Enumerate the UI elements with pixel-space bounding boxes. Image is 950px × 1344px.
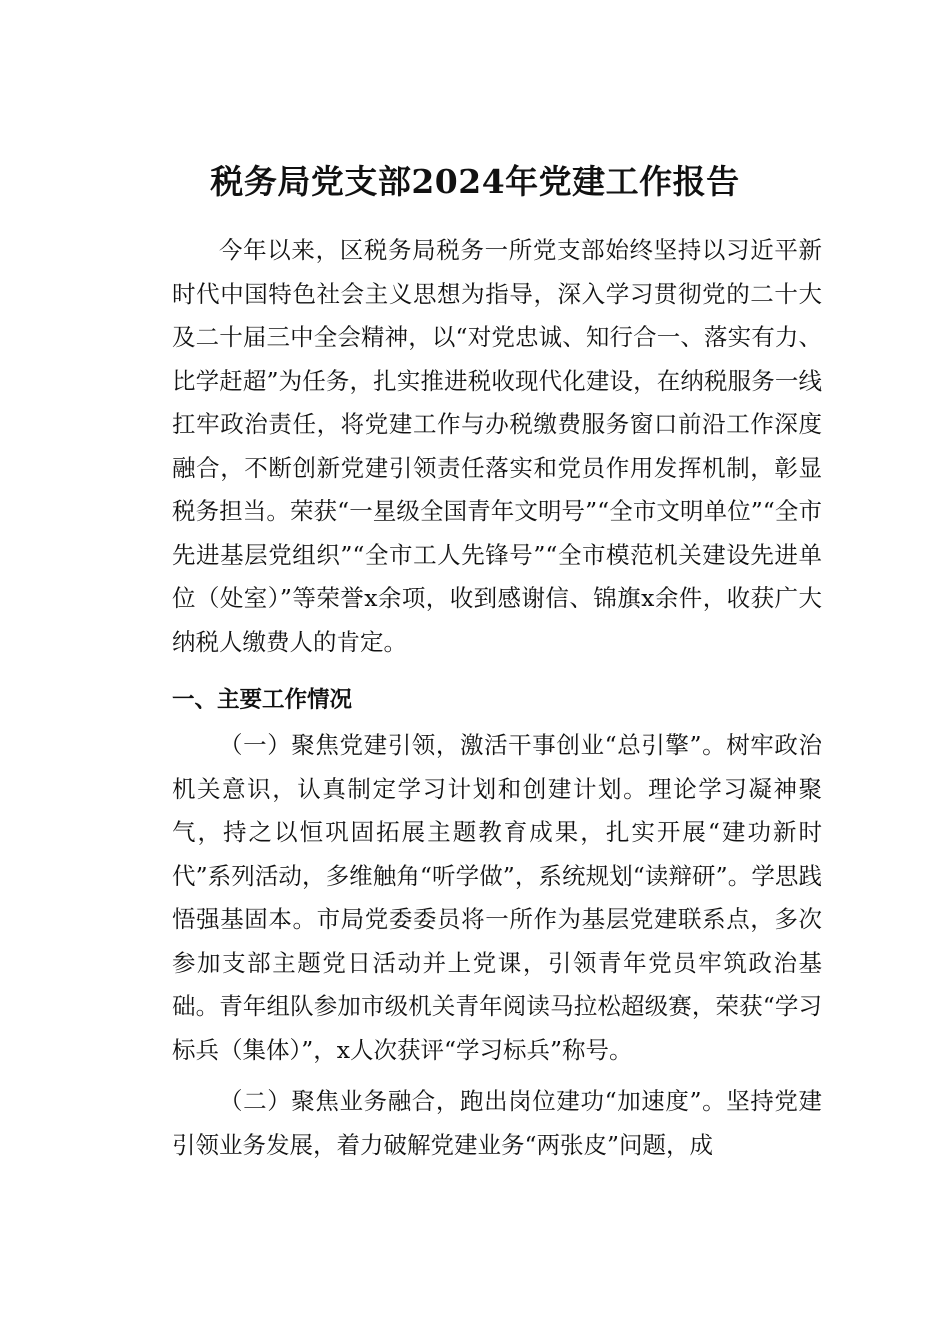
item2-title: （二）聚焦业务融合，跑出岗位建功“加速度”。 (219, 1087, 727, 1115)
section-heading-main-work: 一、主要工作情况 (172, 687, 353, 713)
item2-paragraph (172, 1080, 822, 1167)
item2-body: 坚持党建引领业务发展，着力破解党建业务“两张皮”问题，成 (172, 1087, 822, 1159)
intro-paragraph: 今年以来，区税务局税务一所党支部始终坚持以习近平新时代中国特色社会主义思想为指导，深入学习贯彻党的二十大及二十届三中全会精神，以“对党忠诚、知行合一、落实有力、比学赶超”为任务，扎实推进税收现代化建设，在纳税服务一线扛牢政治责任，将党建工作与办税缴费服务窗口前沿工作深度融合，不断创新党建引领责任落实和党员作用发挥机制，彰显税务担当。荣获“一星级全国青年文明号”“全市文明单位”“全市先进基层党组织”“全市工人先锋号”“全市模范机关建设先进单位（处室）”等荣誉x余项，收到感谢信、锦旗x余件，收获广大纳税人缴费人的肯定。 (172, 236, 822, 656)
item1-title: （一）聚焦党建引领，激活干事创业“总引擎”。 (219, 731, 727, 759)
item1-body: 树牢政治机关意识，认真制定学习计划和创建计划。理论学习凝神聚气，持之以恒巩固拓展主题教育成果，扎实开展“建功新时代”系列活动，多维触角“听学做”，系统规划“读辩研”。学思践悟强基固本。市局党委委员将一所作为基层党建联系点，多次参加支部主题党日活动并上党课，引领青年党员牢筑政治基础。青年组队参加市级机关青年阅读马拉松超级赛，荣获“学习标兵（集体）”，x人次获评“学习标兵”称号。 (172, 731, 822, 1064)
item1-paragraph (172, 724, 822, 1072)
document-title: 税务局党支部2024年党建工作报告 (210, 162, 740, 202)
